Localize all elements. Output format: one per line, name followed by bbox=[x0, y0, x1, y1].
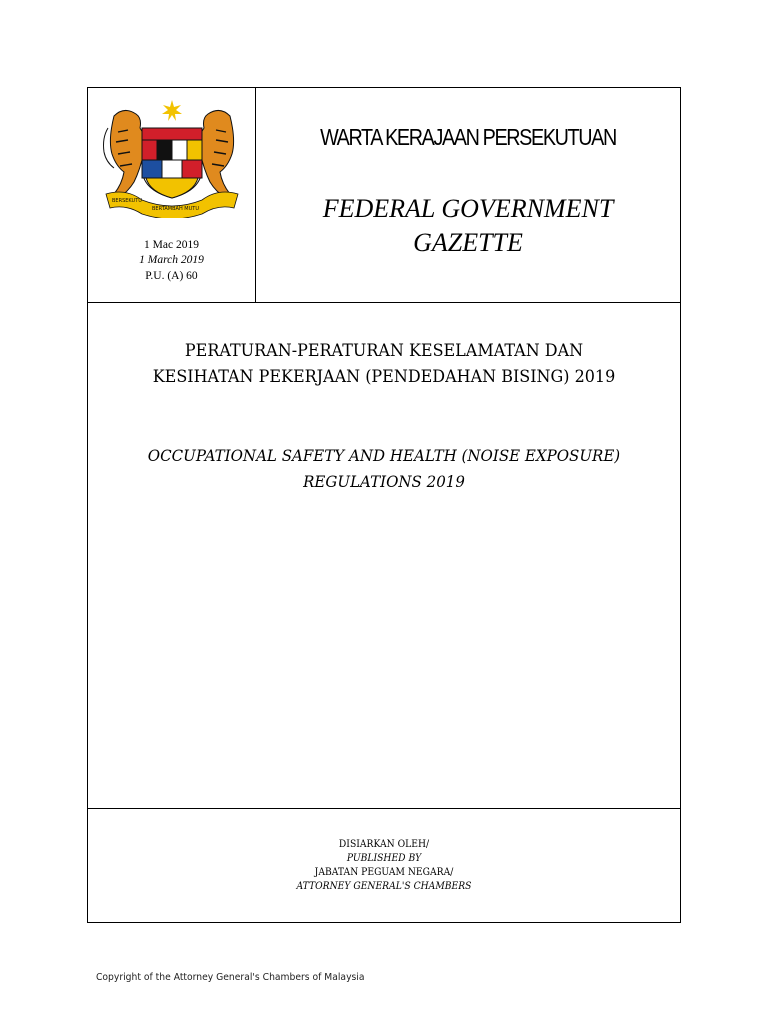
date-malay: 1 Mac 2019 bbox=[144, 239, 199, 251]
regulation-title-english bbox=[106, 443, 662, 495]
regulation-title-english-line1: OCCUPATIONAL SAFETY AND HEALTH (NOISE EXPOSURE) bbox=[147, 446, 621, 465]
svg-text:BERSEKUTU: BERSEKUTU bbox=[112, 198, 142, 204]
copyright-notice: Copyright of the Attorney General's Chambers of Malaysia bbox=[96, 972, 365, 983]
gazette-title-malay: WARTA KERAJAAN PERSEKUTUAN bbox=[320, 124, 616, 150]
regulation-title-malay-line1: PERATURAN-PERATURAN KESELAMATAN DAN bbox=[184, 341, 584, 361]
date-english: 1 March 2019 bbox=[139, 254, 204, 266]
regulation-title-english-line2: REGULATIONS 2019 bbox=[303, 472, 465, 491]
published-by-english: PUBLISHED BY bbox=[346, 853, 422, 864]
publisher-section bbox=[88, 808, 680, 923]
svg-text:BERTAMBAH MUTU: BERTAMBAH MUTU bbox=[152, 206, 199, 212]
gazette-title-english bbox=[256, 192, 680, 260]
published-by-malay: DISIARKAN OLEH/ bbox=[338, 839, 430, 850]
gazette-title-english-line2: GAZETTE bbox=[413, 228, 523, 257]
malaysia-coat-of-arms-icon bbox=[98, 98, 246, 218]
regulation-title-malay-line2: KESIHATAN PEKERJAAN (PENDEDAHAN BISING) 2019 bbox=[152, 367, 616, 387]
regulation-title-malay bbox=[106, 338, 662, 390]
agency-malay: JABATAN PEGUAM NEGARA/ bbox=[314, 867, 454, 878]
gazette-title-english-line1: FEDERAL GOVERNMENT bbox=[322, 194, 614, 223]
pu-number: P.U. (A) 60 bbox=[145, 270, 198, 282]
gazette-cover-frame bbox=[87, 87, 681, 923]
logo-cell bbox=[88, 88, 256, 302]
agency-english: ATTORNEY GENERAL'S CHAMBERS bbox=[296, 881, 472, 892]
gazette-title-cell bbox=[256, 88, 680, 302]
gazette-header bbox=[88, 88, 680, 303]
